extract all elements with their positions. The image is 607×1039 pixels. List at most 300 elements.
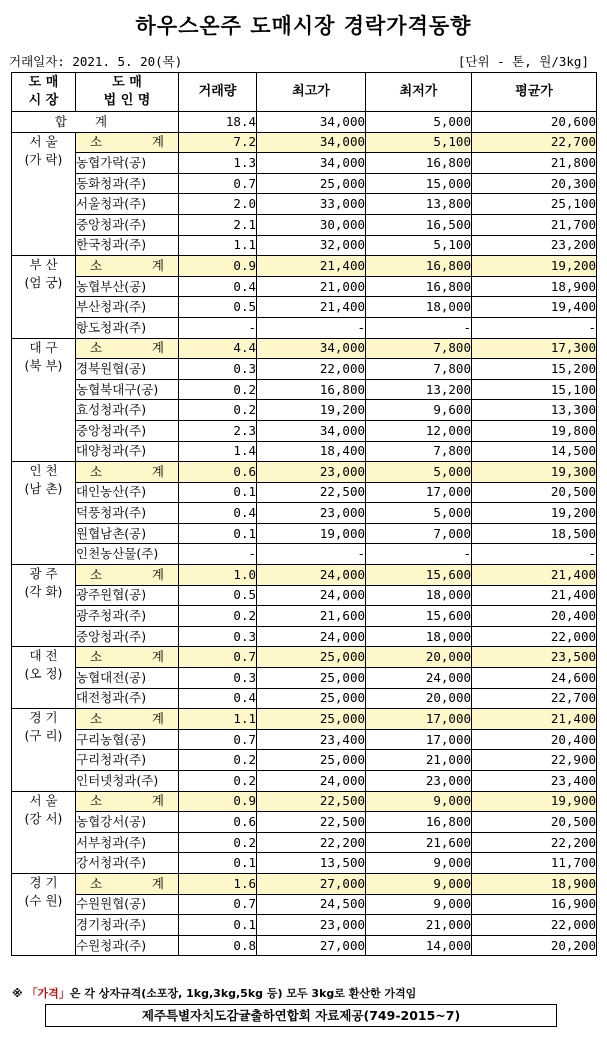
firm-name: 인터넷청과(주)	[76, 771, 179, 792]
subtotal-label	[76, 873, 179, 894]
table-row	[12, 544, 597, 565]
subtotal-avg: 22,700	[472, 132, 597, 153]
footnote	[12, 985, 416, 1001]
subtotal-min: 20,000	[366, 647, 472, 668]
firm-name: 동화청과(주)	[76, 173, 179, 194]
subtotal-volume: 1.6	[179, 873, 257, 894]
subtotal-avg: 18,900	[472, 873, 597, 894]
subtotal-label-right: 계	[151, 711, 164, 727]
cell-volume: 0.1	[179, 853, 257, 874]
cell-volume: 0.2	[179, 771, 257, 792]
firm-name: 중앙청과(주)	[76, 420, 179, 441]
subtotal-row	[12, 709, 597, 730]
subtotal-label-right: 계	[151, 566, 164, 582]
subtotal-avg: 21,400	[472, 709, 597, 730]
subtotal-row	[12, 565, 597, 586]
cell-avg: 19,800	[472, 420, 597, 441]
cell-volume: 0.1	[179, 915, 257, 936]
market-name: 부 산	[29, 257, 58, 273]
subtotal-label-left: 소	[90, 463, 103, 479]
subtotal-label	[76, 462, 179, 483]
cell-avg: 14,500	[472, 441, 597, 462]
subtotal-row	[12, 647, 597, 668]
firm-name: 광주청과(주)	[76, 606, 179, 627]
subtotal-volume: 0.7	[179, 647, 257, 668]
firm-name: 수원청과(주)	[76, 935, 179, 956]
table-row	[12, 317, 597, 338]
cell-min: 7,800	[366, 441, 472, 462]
subtotal-label-left: 소	[90, 566, 103, 582]
table-row	[12, 379, 597, 400]
cell-volume: 0.4	[179, 688, 257, 709]
cell-min: 16,800	[366, 276, 472, 297]
cell-volume: 0.2	[179, 400, 257, 421]
subtotal-label	[76, 791, 179, 812]
cell-volume: 0.2	[179, 379, 257, 400]
footnote-text: 은 각 상자규격(소포장, 1kg,3kg,5kg 등) 모두 3kg로 환산한 가격임	[69, 987, 417, 1000]
cell-avg: 21,800	[472, 153, 597, 174]
cell-avg: 19,200	[472, 503, 597, 524]
subtotal-min: 5,100	[366, 132, 472, 153]
cell-max: 25,000	[257, 668, 366, 689]
cell-avg: 15,100	[472, 379, 597, 400]
cell-max: 22,500	[257, 482, 366, 503]
table-row	[12, 729, 597, 750]
cell-max: 19,000	[257, 523, 366, 544]
subtotal-label	[76, 647, 179, 668]
subtotal-label-right: 계	[151, 463, 164, 479]
market-cell	[12, 647, 76, 709]
cell-volume: 0.1	[179, 482, 257, 503]
cell-max: 32,000	[257, 235, 366, 256]
firm-name: 중앙청과(주)	[76, 214, 179, 235]
cell-avg: 22,000	[472, 915, 597, 936]
subtotal-row	[12, 338, 597, 359]
cell-volume: 2.0	[179, 194, 257, 215]
firm-name: 경북원협(공)	[76, 359, 179, 380]
subtotal-volume: 1.0	[179, 565, 257, 586]
firm-name: 대전청과(주)	[76, 688, 179, 709]
table-row	[12, 626, 597, 647]
header-max: 최고가	[257, 73, 366, 112]
cell-volume: 0.7	[179, 894, 257, 915]
table-row	[12, 420, 597, 441]
cell-volume: 0.2	[179, 750, 257, 771]
market-name: 인 천	[29, 463, 58, 479]
subtotal-max: 24,000	[257, 565, 366, 586]
table-row	[12, 812, 597, 833]
cell-volume: 0.3	[179, 626, 257, 647]
cell-volume: 0.3	[179, 668, 257, 689]
header-row	[12, 73, 597, 112]
firm-name: 광주원협(공)	[76, 585, 179, 606]
subtotal-volume: 0.6	[179, 462, 257, 483]
table-row	[12, 585, 597, 606]
cell-avg: 20,400	[472, 729, 597, 750]
subtotal-label-left: 소	[90, 257, 103, 273]
cell-max: 24,500	[257, 894, 366, 915]
subtotal-volume: 4.4	[179, 338, 257, 359]
firm-name: 경기청과(주)	[76, 915, 179, 936]
firm-name: 서울청과(주)	[76, 194, 179, 215]
table-row	[12, 606, 597, 627]
table-row	[12, 173, 597, 194]
subtotal-volume: 7.2	[179, 132, 257, 153]
subtotal-max: 34,000	[257, 132, 366, 153]
market-cell	[12, 873, 76, 955]
cell-max: 25,000	[257, 688, 366, 709]
cell-avg: 21,400	[472, 585, 597, 606]
subtotal-volume: 0.9	[179, 256, 257, 277]
cell-volume: 0.8	[179, 935, 257, 956]
subtotal-row	[12, 132, 597, 153]
subtotal-avg: 19,900	[472, 791, 597, 812]
cell-volume: 0.2	[179, 606, 257, 627]
table-row	[12, 441, 597, 462]
subtotal-label	[76, 565, 179, 586]
cell-min: 14,000	[366, 935, 472, 956]
cell-min: 13,200	[366, 379, 472, 400]
market-area: (각 화)	[24, 584, 63, 600]
header-firm-line1: 도 매	[112, 75, 142, 90]
cell-avg: 22,000	[472, 626, 597, 647]
subtotal-max: 23,000	[257, 462, 366, 483]
cell-max: 24,000	[257, 585, 366, 606]
table-row	[12, 523, 597, 544]
total-label: 합계	[12, 112, 179, 133]
page-title: 하우스온주 도매시장 경락가격동향	[135, 14, 472, 38]
cell-max: 27,000	[257, 935, 366, 956]
meta-bar	[9, 52, 589, 70]
subtotal-volume: 0.9	[179, 791, 257, 812]
cell-max: 22,000	[257, 359, 366, 380]
cell-volume: 0.1	[179, 523, 257, 544]
market-cell	[12, 791, 76, 873]
subtotal-min: 17,000	[366, 709, 472, 730]
firm-name: 효성청과(주)	[76, 400, 179, 421]
subtotal-avg: 19,300	[472, 462, 597, 483]
market-area: (강 서)	[24, 810, 63, 826]
subtotal-min: 16,800	[366, 256, 472, 277]
cell-avg: 11,700	[472, 853, 597, 874]
table-row	[12, 503, 597, 524]
cell-max: 24,000	[257, 771, 366, 792]
cell-avg: 22,700	[472, 688, 597, 709]
total-max: 34,000	[257, 112, 366, 133]
firm-name: 강서청과(주)	[76, 853, 179, 874]
cell-avg: -	[472, 544, 597, 565]
cell-max: 24,000	[257, 626, 366, 647]
cell-min: 21,000	[366, 750, 472, 771]
cell-min: -	[366, 317, 472, 338]
cell-min: 16,800	[366, 812, 472, 833]
cell-max: 34,000	[257, 153, 366, 174]
firm-name: 한국청과(주)	[76, 235, 179, 256]
cell-max: 19,200	[257, 400, 366, 421]
subtotal-avg: 21,400	[472, 565, 597, 586]
table-row	[12, 235, 597, 256]
cell-avg: 23,400	[472, 771, 597, 792]
header-market	[12, 73, 76, 112]
header-market-line2: 시 장	[28, 93, 59, 108]
cell-volume: 0.4	[179, 503, 257, 524]
firm-name: 농협대전(공)	[76, 668, 179, 689]
cell-min: 21,600	[366, 832, 472, 853]
cell-volume: 1.4	[179, 441, 257, 462]
firm-name: 부산청과(주)	[76, 297, 179, 318]
subtotal-min: 9,000	[366, 873, 472, 894]
firm-name: 항도청과(주)	[76, 317, 179, 338]
subtotal-volume: 1.1	[179, 709, 257, 730]
table-row	[12, 276, 597, 297]
cell-avg: 19,400	[472, 297, 597, 318]
cell-avg: 22,900	[472, 750, 597, 771]
cell-min: 5,000	[366, 503, 472, 524]
market-area: (구 리)	[24, 728, 63, 744]
cell-volume: 0.7	[179, 729, 257, 750]
market-cell	[12, 132, 76, 256]
cell-avg: 21,700	[472, 214, 597, 235]
table-row	[12, 153, 597, 174]
firm-name: 중앙청과(주)	[76, 626, 179, 647]
subtotal-label	[76, 256, 179, 277]
header-market-line1: 도 매	[28, 75, 59, 90]
market-cell	[12, 565, 76, 647]
header-firm-line2: 법 인 명	[103, 93, 151, 108]
subtotal-min: 9,000	[366, 791, 472, 812]
firm-name: 서부청과(주)	[76, 832, 179, 853]
firm-name: 수원원협(공)	[76, 894, 179, 915]
cell-min: 18,000	[366, 585, 472, 606]
table-row	[12, 668, 597, 689]
cell-min: 12,000	[366, 420, 472, 441]
cell-min: 5,100	[366, 235, 472, 256]
subtotal-avg: 19,200	[472, 256, 597, 277]
cell-max: 22,500	[257, 812, 366, 833]
cell-min: 17,000	[366, 482, 472, 503]
subtotal-max: 25,000	[257, 647, 366, 668]
market-area: (오 정)	[24, 666, 63, 682]
cell-max: 22,200	[257, 832, 366, 853]
cell-max: 34,000	[257, 420, 366, 441]
subtotal-avg: 23,500	[472, 647, 597, 668]
subtotal-label-right: 계	[151, 793, 164, 809]
firm-name: 대양청과(주)	[76, 441, 179, 462]
cell-avg: 22,200	[472, 832, 597, 853]
cell-min: 16,800	[366, 153, 472, 174]
cell-avg: 20,300	[472, 173, 597, 194]
cell-volume: 0.2	[179, 832, 257, 853]
cell-min: 9,000	[366, 894, 472, 915]
price-table	[11, 72, 597, 956]
market-name: 서 울	[29, 133, 58, 149]
cell-avg: 20,500	[472, 482, 597, 503]
header-avg: 평균가	[472, 73, 597, 112]
cell-min: 18,000	[366, 626, 472, 647]
cell-max: -	[257, 544, 366, 565]
table-row	[12, 194, 597, 215]
firm-name: 농협부산(공)	[76, 276, 179, 297]
table-row	[12, 915, 597, 936]
cell-volume: 0.3	[179, 359, 257, 380]
market-cell	[12, 256, 76, 338]
subtotal-label-left: 소	[90, 875, 103, 891]
subtotal-label-right: 계	[151, 875, 164, 891]
table-row	[12, 400, 597, 421]
market-name: 경 기	[29, 710, 58, 726]
subtotal-label-right: 계	[151, 257, 164, 273]
market-name: 경 기	[29, 874, 58, 890]
market-cell	[12, 462, 76, 565]
cell-volume: 2.3	[179, 420, 257, 441]
cell-volume: -	[179, 317, 257, 338]
subtotal-label-left: 소	[90, 340, 103, 356]
total-avg: 20,600	[472, 112, 597, 133]
cell-min: 24,000	[366, 668, 472, 689]
cell-max: 33,000	[257, 194, 366, 215]
subtotal-max: 27,000	[257, 873, 366, 894]
cell-max: 13,500	[257, 853, 366, 874]
cell-avg: 15,200	[472, 359, 597, 380]
firm-name: 덕풍청과(주)	[76, 503, 179, 524]
market-cell	[12, 709, 76, 791]
market-name: 대 구	[29, 339, 58, 355]
market-area: (북 부)	[24, 357, 63, 373]
cell-min: 21,000	[366, 915, 472, 936]
table-row	[12, 297, 597, 318]
table-row	[12, 771, 597, 792]
cell-volume: 0.5	[179, 297, 257, 318]
cell-max: 16,800	[257, 379, 366, 400]
cell-max: 18,400	[257, 441, 366, 462]
cell-min: 9,600	[366, 400, 472, 421]
cell-volume: 1.3	[179, 153, 257, 174]
subtotal-label-right: 계	[151, 649, 164, 665]
cell-min: -	[366, 544, 472, 565]
cell-max: 25,000	[257, 750, 366, 771]
subtotal-row	[12, 256, 597, 277]
cell-avg: 24,600	[472, 668, 597, 689]
cell-min: 15,000	[366, 173, 472, 194]
market-cell	[12, 338, 76, 462]
cell-max: 23,400	[257, 729, 366, 750]
cell-min: 7,800	[366, 359, 472, 380]
market-name: 대 전	[29, 648, 58, 664]
cell-min: 18,000	[366, 297, 472, 318]
subtotal-label	[76, 338, 179, 359]
cell-max: -	[257, 317, 366, 338]
cell-max: 30,000	[257, 214, 366, 235]
header-volume: 거래량	[179, 73, 257, 112]
subtotal-max: 34,000	[257, 338, 366, 359]
cell-volume: 2.1	[179, 214, 257, 235]
subtotal-row	[12, 873, 597, 894]
subtotal-label-left: 소	[90, 793, 103, 809]
firm-name: 구리농협(공)	[76, 729, 179, 750]
cell-max: 23,000	[257, 503, 366, 524]
subtotal-label-left: 소	[90, 711, 103, 727]
subtotal-label	[76, 709, 179, 730]
total-volume: 18.4	[179, 112, 257, 133]
cell-min: 16,500	[366, 214, 472, 235]
cell-max: 21,000	[257, 276, 366, 297]
unit-note: [단위 - 톤, 원/3kg]	[457, 54, 589, 69]
cell-avg: 20,200	[472, 935, 597, 956]
cell-min: 15,600	[366, 606, 472, 627]
firm-name: 원협남촌(공)	[76, 523, 179, 544]
cell-volume: 0.7	[179, 173, 257, 194]
cell-volume: 1.1	[179, 235, 257, 256]
cell-avg: 18,900	[472, 276, 597, 297]
firm-name: 농협강서(공)	[76, 812, 179, 833]
cell-avg: 18,500	[472, 523, 597, 544]
subtotal-max: 25,000	[257, 709, 366, 730]
cell-min: 23,000	[366, 771, 472, 792]
subtotal-label-right: 계	[151, 134, 164, 150]
cell-avg: 25,100	[472, 194, 597, 215]
market-area: (수 원)	[24, 892, 63, 908]
firm-name: 인천농산물(주)	[76, 544, 179, 565]
firm-name: 대인농산(주)	[76, 482, 179, 503]
header-min: 최저가	[366, 73, 472, 112]
cell-volume: 0.5	[179, 585, 257, 606]
market-area: (남 촌)	[24, 481, 63, 497]
subtotal-label-right: 계	[151, 340, 164, 356]
subtotal-row	[12, 462, 597, 483]
cell-avg: 16,900	[472, 894, 597, 915]
subtotal-label	[76, 132, 179, 153]
cell-avg: 20,500	[472, 812, 597, 833]
trade-date: 거래일자: 2021. 5. 20(목)	[9, 54, 183, 69]
cell-volume: -	[179, 544, 257, 565]
subtotal-min: 5,000	[366, 462, 472, 483]
cell-max: 21,400	[257, 297, 366, 318]
cell-max: 23,000	[257, 915, 366, 936]
cell-min: 20,000	[366, 688, 472, 709]
total-min: 5,000	[366, 112, 472, 133]
subtotal-min: 15,600	[366, 565, 472, 586]
table-row	[12, 894, 597, 915]
footnote-mark: ※	[12, 987, 23, 1000]
cell-volume: 0.6	[179, 812, 257, 833]
cell-max: 25,000	[257, 173, 366, 194]
cell-min: 7,000	[366, 523, 472, 544]
market-name: 서 울	[29, 792, 58, 808]
firm-name: 농협북대구(공)	[76, 379, 179, 400]
firm-name: 구리청과(주)	[76, 750, 179, 771]
firm-name: 농협가락(공)	[76, 153, 179, 174]
cell-avg: -	[472, 317, 597, 338]
subtotal-row	[12, 791, 597, 812]
footnote-quote: 「가격」	[26, 987, 70, 1000]
cell-min: 17,000	[366, 729, 472, 750]
total-row	[12, 112, 597, 133]
market-area: (가 락)	[24, 151, 63, 167]
table-row	[12, 482, 597, 503]
table-row	[12, 688, 597, 709]
cell-avg: 13,300	[472, 400, 597, 421]
table-row	[12, 750, 597, 771]
cell-volume: 0.4	[179, 276, 257, 297]
source-box: 제주특별자치도감귤출하연합회 자료제공(749-2015~7)	[45, 1004, 557, 1027]
subtotal-max: 22,500	[257, 791, 366, 812]
table-row	[12, 359, 597, 380]
table-row	[12, 832, 597, 853]
subtotal-min: 7,800	[366, 338, 472, 359]
subtotal-label-left: 소	[90, 649, 103, 665]
table-row	[12, 935, 597, 956]
cell-avg: 20,400	[472, 606, 597, 627]
